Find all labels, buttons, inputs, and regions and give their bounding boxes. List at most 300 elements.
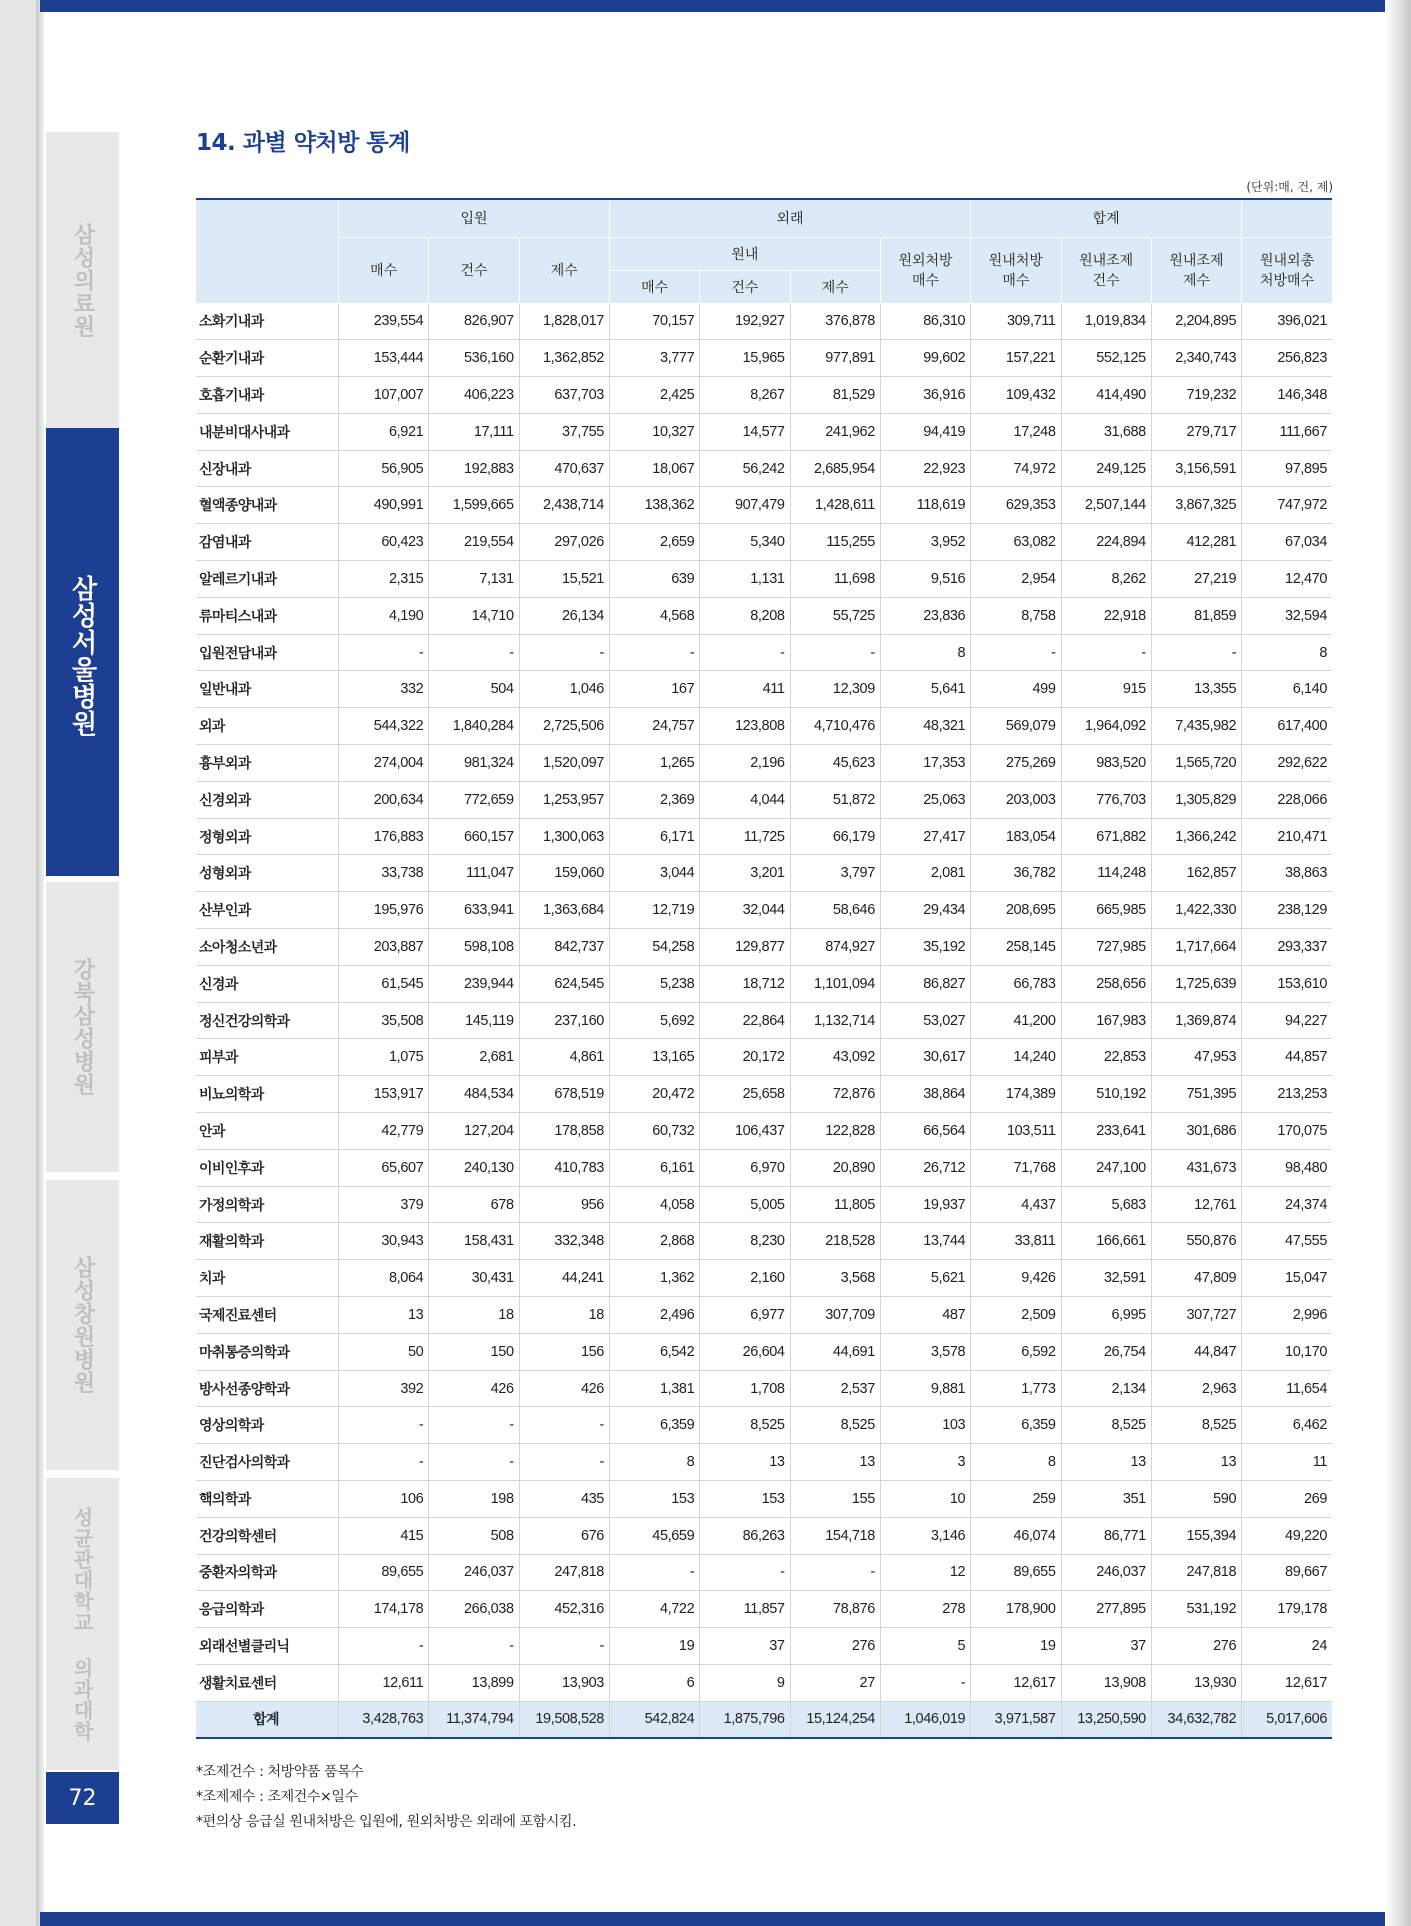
value-cell: 43,092	[790, 1039, 880, 1076]
value-cell: -	[339, 634, 429, 671]
value-cell: 36,916	[880, 377, 970, 414]
value-cell: 2,340,743	[1151, 340, 1241, 377]
header-inpatient: 입원	[339, 199, 610, 237]
value-cell: 86,771	[1061, 1517, 1151, 1554]
value-cell: 1,253,957	[519, 781, 609, 818]
value-cell: 2,659	[609, 524, 699, 561]
value-cell: 6,171	[609, 818, 699, 855]
value-cell: 301,686	[1151, 1113, 1241, 1150]
value-cell: 452,316	[519, 1591, 609, 1628]
value-cell: 415	[339, 1517, 429, 1554]
value-cell: 94,227	[1242, 1002, 1332, 1039]
value-cell: 153,444	[339, 340, 429, 377]
value-cell: 107,007	[339, 377, 429, 414]
side-tab-label: 삼성의료원	[70, 222, 95, 338]
value-cell: 307,727	[1151, 1297, 1241, 1334]
value-cell: 44,857	[1242, 1039, 1332, 1076]
value-cell: 279,717	[1151, 413, 1241, 450]
value-cell: 103,511	[971, 1113, 1061, 1150]
value-cell: 78,876	[790, 1591, 880, 1628]
value-cell: 13	[339, 1297, 429, 1334]
value-cell: -	[429, 634, 519, 671]
value-cell: 10,170	[1242, 1333, 1332, 1370]
value-cell: 61,545	[339, 965, 429, 1002]
value-cell: 240,130	[429, 1149, 519, 1186]
value-cell: -	[339, 1628, 429, 1665]
value-cell: 484,534	[429, 1076, 519, 1113]
value-cell: 63,082	[971, 524, 1061, 561]
value-cell: 8,262	[1061, 561, 1151, 598]
table-row	[196, 965, 1332, 1002]
value-cell: 30,431	[429, 1260, 519, 1297]
top-border-bar	[40, 0, 1411, 12]
value-cell: 179,178	[1242, 1591, 1332, 1628]
value-cell: 47,953	[1151, 1039, 1241, 1076]
dept-name-cell: 산부인과	[196, 892, 339, 929]
value-cell: 3	[880, 1444, 970, 1481]
value-cell: 3,971,587	[971, 1701, 1061, 1738]
value-cell: -	[429, 1628, 519, 1665]
value-cell: 410,783	[519, 1149, 609, 1186]
value-cell: 2,369	[609, 781, 699, 818]
value-cell: 233,641	[1061, 1113, 1151, 1150]
value-cell: 1,363,684	[519, 892, 609, 929]
value-cell: 200,634	[339, 781, 429, 818]
table-row	[196, 1407, 1332, 1444]
value-cell: 309,711	[971, 303, 1061, 340]
value-cell: 153	[609, 1481, 699, 1518]
value-cell: 2,963	[1151, 1370, 1241, 1407]
value-cell: 983,520	[1061, 745, 1151, 782]
value-cell: 71,768	[971, 1149, 1061, 1186]
value-cell: 174,389	[971, 1076, 1061, 1113]
value-cell: 155,394	[1151, 1517, 1241, 1554]
dept-name-cell: 호흡기내과	[196, 377, 339, 414]
value-cell: 22,853	[1061, 1039, 1151, 1076]
value-cell: 72,876	[790, 1076, 880, 1113]
value-cell: 13	[790, 1444, 880, 1481]
table-row	[196, 1444, 1332, 1481]
table-row	[196, 708, 1332, 745]
value-cell: 4,861	[519, 1039, 609, 1076]
value-cell: 19,508,528	[519, 1701, 609, 1738]
value-cell: 56,242	[700, 450, 790, 487]
value-cell: 1,305,829	[1151, 781, 1241, 818]
value-cell: -	[519, 634, 609, 671]
dept-name-cell: 순환기내과	[196, 340, 339, 377]
value-cell: 22,918	[1061, 597, 1151, 634]
value-cell: 6,359	[971, 1407, 1061, 1444]
value-cell: 10	[880, 1481, 970, 1518]
value-cell: 8,064	[339, 1260, 429, 1297]
value-cell: 915	[1061, 671, 1151, 708]
value-cell: -	[519, 1444, 609, 1481]
dept-name-cell: 성형외과	[196, 855, 339, 892]
value-cell: 20,172	[700, 1039, 790, 1076]
value-cell: 20,890	[790, 1149, 880, 1186]
dept-name-cell: 신경과	[196, 965, 339, 1002]
value-cell: 210,471	[1242, 818, 1332, 855]
value-cell: 504	[429, 671, 519, 708]
value-cell: 633,941	[429, 892, 519, 929]
value-cell: -	[700, 1554, 790, 1591]
value-cell: 6,921	[339, 413, 429, 450]
value-cell: 4,710,476	[790, 708, 880, 745]
value-cell: 6,140	[1242, 671, 1332, 708]
value-cell: 1,381	[609, 1370, 699, 1407]
value-cell: 4,190	[339, 597, 429, 634]
value-cell: 45,659	[609, 1517, 699, 1554]
value-cell: 2,196	[700, 745, 790, 782]
value-cell: 629,353	[971, 487, 1061, 524]
value-cell: 8	[1242, 634, 1332, 671]
value-cell: 4,058	[609, 1186, 699, 1223]
value-cell: 411	[700, 671, 790, 708]
value-cell: 2,685,954	[790, 450, 880, 487]
value-cell: 266,038	[429, 1591, 519, 1628]
value-cell: 536,160	[429, 340, 519, 377]
value-cell: 192,883	[429, 450, 519, 487]
value-cell: 2,996	[1242, 1297, 1332, 1334]
value-cell: 48,321	[880, 708, 970, 745]
value-cell: 41,200	[971, 1002, 1061, 1039]
value-cell: 499	[971, 671, 1061, 708]
value-cell: 26,712	[880, 1149, 970, 1186]
table-row	[196, 745, 1332, 782]
dept-name-cell: 신장내과	[196, 450, 339, 487]
value-cell: 8,230	[700, 1223, 790, 1260]
value-cell: 2,134	[1061, 1370, 1151, 1407]
value-cell: 203,887	[339, 929, 429, 966]
value-cell: 5,641	[880, 671, 970, 708]
value-cell: 86,263	[700, 1517, 790, 1554]
value-cell: 414,490	[1061, 377, 1151, 414]
side-tab-kangbuk[interactable]	[46, 882, 119, 1172]
table-row	[196, 561, 1332, 598]
value-cell: 26,754	[1061, 1333, 1151, 1370]
value-cell: 33,811	[971, 1223, 1061, 1260]
value-cell: 49,220	[1242, 1517, 1332, 1554]
value-cell: 247,818	[1151, 1554, 1241, 1591]
value-cell: 198	[429, 1481, 519, 1518]
value-cell: 156	[519, 1333, 609, 1370]
value-cell: 3,156,591	[1151, 450, 1241, 487]
value-cell: 3,428,763	[339, 1701, 429, 1738]
header-dept	[196, 199, 339, 303]
value-cell: 213,253	[1242, 1076, 1332, 1113]
value-cell: 17,248	[971, 413, 1061, 450]
value-cell: 66,179	[790, 818, 880, 855]
value-cell: 569,079	[971, 708, 1061, 745]
table-row	[196, 1149, 1332, 1186]
value-cell: 238,129	[1242, 892, 1332, 929]
value-cell: 35,192	[880, 929, 970, 966]
value-cell: 106,437	[700, 1113, 790, 1150]
value-cell: 12,761	[1151, 1186, 1241, 1223]
dept-name-cell: 진단검사의학과	[196, 1444, 339, 1481]
table-row	[196, 634, 1332, 671]
value-cell: 6	[609, 1664, 699, 1701]
value-cell: 8	[609, 1444, 699, 1481]
value-cell: 5,005	[700, 1186, 790, 1223]
value-cell: 146,348	[1242, 377, 1332, 414]
value-cell: 3,044	[609, 855, 699, 892]
value-cell: 11,698	[790, 561, 880, 598]
value-cell: 379	[339, 1186, 429, 1223]
value-cell: 9,881	[880, 1370, 970, 1407]
header-out-cases: 건수	[700, 270, 790, 303]
value-cell: 4,044	[700, 781, 790, 818]
value-cell: 18	[429, 1297, 519, 1334]
header-total-in-cases: 원내조제 건수	[1061, 237, 1151, 303]
dept-name-cell: 영상의학과	[196, 1407, 339, 1444]
side-tab-changwon[interactable]	[46, 1180, 119, 1470]
table-row	[196, 1260, 1332, 1297]
value-cell: 671,882	[1061, 818, 1151, 855]
value-cell: 81,859	[1151, 597, 1241, 634]
page-title: 14. 과별 약처방 통계	[196, 130, 410, 156]
value-cell: -	[609, 634, 699, 671]
value-cell: 776,703	[1061, 781, 1151, 818]
value-cell: 2,160	[700, 1260, 790, 1297]
value-cell: 25,658	[700, 1076, 790, 1113]
value-cell: 11,725	[700, 818, 790, 855]
value-cell: 241,962	[790, 413, 880, 450]
value-cell: 19	[609, 1628, 699, 1665]
table-row	[196, 487, 1332, 524]
value-cell: 269	[1242, 1481, 1332, 1518]
value-cell: 6,542	[609, 1333, 699, 1370]
side-tab-samsung-seoul[interactable]	[46, 446, 119, 850]
value-cell: 70,157	[609, 303, 699, 340]
value-cell: -	[429, 1407, 519, 1444]
value-cell: 11,857	[700, 1591, 790, 1628]
value-cell: 111,667	[1242, 413, 1332, 450]
value-cell: 58,646	[790, 892, 880, 929]
table-body	[196, 303, 1332, 1738]
value-cell: 9	[700, 1664, 790, 1701]
header-in-sheets: 매수	[339, 237, 429, 303]
value-cell: 1,565,720	[1151, 745, 1241, 782]
value-cell: 1,265	[609, 745, 699, 782]
value-cell: 228,066	[1242, 781, 1332, 818]
value-cell: 874,927	[790, 929, 880, 966]
footnotes	[196, 1760, 576, 1835]
value-cell: 1,369,874	[1151, 1002, 1241, 1039]
value-cell: 13,899	[429, 1664, 519, 1701]
value-cell: 637,703	[519, 377, 609, 414]
value-cell: 56,905	[339, 450, 429, 487]
header-external-rx: 원외처방 매수	[880, 237, 970, 303]
value-cell: 13,250,590	[1061, 1701, 1151, 1738]
dept-name-cell: 가정의학과	[196, 1186, 339, 1223]
value-cell: 1,046,019	[880, 1701, 970, 1738]
table-row	[196, 1517, 1332, 1554]
value-cell: 13,355	[1151, 671, 1241, 708]
value-cell: 293,337	[1242, 929, 1332, 966]
value-cell: 431,673	[1151, 1149, 1241, 1186]
value-cell: 153	[700, 1481, 790, 1518]
value-cell: 396,021	[1242, 303, 1332, 340]
dept-name-cell: 합계	[196, 1701, 339, 1738]
value-cell: 2,868	[609, 1223, 699, 1260]
value-cell: 842,737	[519, 929, 609, 966]
value-cell: 3,201	[700, 855, 790, 892]
value-cell: 376,878	[790, 303, 880, 340]
value-cell: 826,907	[429, 303, 519, 340]
dept-name-cell: 소화기내과	[196, 303, 339, 340]
header-in-cases: 건수	[429, 237, 519, 303]
value-cell: -	[339, 1407, 429, 1444]
value-cell: 94,419	[880, 413, 970, 450]
value-cell: 751,395	[1151, 1076, 1241, 1113]
value-cell: 109,432	[971, 377, 1061, 414]
value-cell: 2,681	[429, 1039, 519, 1076]
value-cell: 1,362,852	[519, 340, 609, 377]
value-cell: 332,348	[519, 1223, 609, 1260]
dept-name-cell: 정신건강의학과	[196, 1002, 339, 1039]
prescription-stats-table	[196, 198, 1332, 1739]
table-row	[196, 1333, 1332, 1370]
value-cell: 490,991	[339, 487, 429, 524]
value-cell: 65,607	[339, 1149, 429, 1186]
value-cell: 276	[1151, 1628, 1241, 1665]
value-cell: 392	[339, 1370, 429, 1407]
value-cell: -	[429, 1444, 519, 1481]
value-cell: 24,757	[609, 708, 699, 745]
value-cell: 6,161	[609, 1149, 699, 1186]
side-tab-samsung-medical[interactable]	[46, 132, 119, 428]
value-cell: 8,525	[1151, 1407, 1241, 1444]
value-cell: 9,426	[971, 1260, 1061, 1297]
value-cell: 660,157	[429, 818, 519, 855]
dept-name-cell: 피부과	[196, 1039, 339, 1076]
value-cell: 7,131	[429, 561, 519, 598]
value-cell: 45,623	[790, 745, 880, 782]
value-cell: 74,972	[971, 450, 1061, 487]
value-cell: 297,026	[519, 524, 609, 561]
value-cell: 1,300,063	[519, 818, 609, 855]
value-cell: 3,568	[790, 1260, 880, 1297]
value-cell: 22,864	[700, 1002, 790, 1039]
dept-name-cell: 입원전담내과	[196, 634, 339, 671]
value-cell: 239,944	[429, 965, 519, 1002]
page-number: 72	[46, 1772, 119, 1824]
value-cell: 224,894	[1061, 524, 1151, 561]
value-cell: 1,708	[700, 1370, 790, 1407]
dept-name-cell: 흉부외과	[196, 745, 339, 782]
value-cell: 2,496	[609, 1297, 699, 1334]
value-cell: 247,818	[519, 1554, 609, 1591]
value-cell: 1,717,664	[1151, 929, 1241, 966]
value-cell: 89,667	[1242, 1554, 1332, 1591]
value-cell: 8	[880, 634, 970, 671]
value-cell: 60,732	[609, 1113, 699, 1150]
value-cell: -	[339, 1444, 429, 1481]
dept-name-cell: 생활치료센터	[196, 1664, 339, 1701]
value-cell: 1,366,242	[1151, 818, 1241, 855]
value-cell: 26,604	[700, 1333, 790, 1370]
value-cell: 12,617	[1242, 1664, 1332, 1701]
value-cell: 37,755	[519, 413, 609, 450]
value-cell: 406,223	[429, 377, 519, 414]
value-cell: 183,054	[971, 818, 1061, 855]
value-cell: 258,145	[971, 929, 1061, 966]
value-cell: 590	[1151, 1481, 1241, 1518]
value-cell: 154,718	[790, 1517, 880, 1554]
value-cell: 25,063	[880, 781, 970, 818]
value-cell: 13	[700, 1444, 790, 1481]
value-cell: 719,232	[1151, 377, 1241, 414]
value-cell: 44,241	[519, 1260, 609, 1297]
table-row	[196, 1223, 1332, 1260]
value-cell: 678,519	[519, 1076, 609, 1113]
value-cell: 27	[790, 1664, 880, 1701]
value-cell: 129,877	[700, 929, 790, 966]
value-cell: 1,725,639	[1151, 965, 1241, 1002]
value-cell: 259	[971, 1481, 1061, 1518]
value-cell: 665,985	[1061, 892, 1151, 929]
value-cell: 544,322	[339, 708, 429, 745]
value-cell: 12,309	[790, 671, 880, 708]
value-cell: 18,712	[700, 965, 790, 1002]
value-cell: 531,192	[1151, 1591, 1241, 1628]
value-cell: 47,555	[1242, 1223, 1332, 1260]
value-cell: 2,507,144	[1061, 487, 1151, 524]
value-cell: 246,037	[429, 1554, 519, 1591]
value-cell: 5,017,606	[1242, 1701, 1332, 1738]
dept-name-cell: 핵의학과	[196, 1481, 339, 1518]
table-row	[196, 818, 1332, 855]
value-cell: 5,238	[609, 965, 699, 1002]
table-row	[196, 303, 1332, 340]
side-tab-skku-medicine[interactable]	[46, 1478, 119, 1770]
header-out-doses: 제수	[790, 270, 880, 303]
value-cell: 624,545	[519, 965, 609, 1002]
value-cell: 106	[339, 1481, 429, 1518]
side-tab-accent-lower	[46, 850, 119, 876]
value-cell: 13	[1151, 1444, 1241, 1481]
value-cell: 246,037	[1061, 1554, 1151, 1591]
table-row	[196, 855, 1332, 892]
value-cell: 426	[519, 1370, 609, 1407]
value-cell: 13,744	[880, 1223, 970, 1260]
value-cell: 30,943	[339, 1223, 429, 1260]
bottom-border-bar	[40, 1912, 1411, 1926]
side-tab-accent	[46, 428, 119, 446]
value-cell: 178,858	[519, 1113, 609, 1150]
value-cell: 29,434	[880, 892, 970, 929]
value-cell: 1,964,092	[1061, 708, 1151, 745]
value-cell: 351	[1061, 1481, 1151, 1518]
value-cell: 3,952	[880, 524, 970, 561]
value-cell: 50	[339, 1333, 429, 1370]
table-row	[196, 377, 1332, 414]
value-cell: 11	[1242, 1444, 1332, 1481]
value-cell: 15,521	[519, 561, 609, 598]
dept-name-cell: 건강의학센터	[196, 1517, 339, 1554]
value-cell: 157,221	[971, 340, 1061, 377]
value-cell: 17,111	[429, 413, 519, 450]
value-cell: 4,722	[609, 1591, 699, 1628]
value-cell: 32,594	[1242, 597, 1332, 634]
value-cell: 1,520,097	[519, 745, 609, 782]
dept-name-cell: 알레르기내과	[196, 561, 339, 598]
dept-name-cell: 국제진료센터	[196, 1297, 339, 1334]
value-cell: 1,773	[971, 1370, 1061, 1407]
dept-name-cell: 소아청소년과	[196, 929, 339, 966]
value-cell: 2,315	[339, 561, 429, 598]
